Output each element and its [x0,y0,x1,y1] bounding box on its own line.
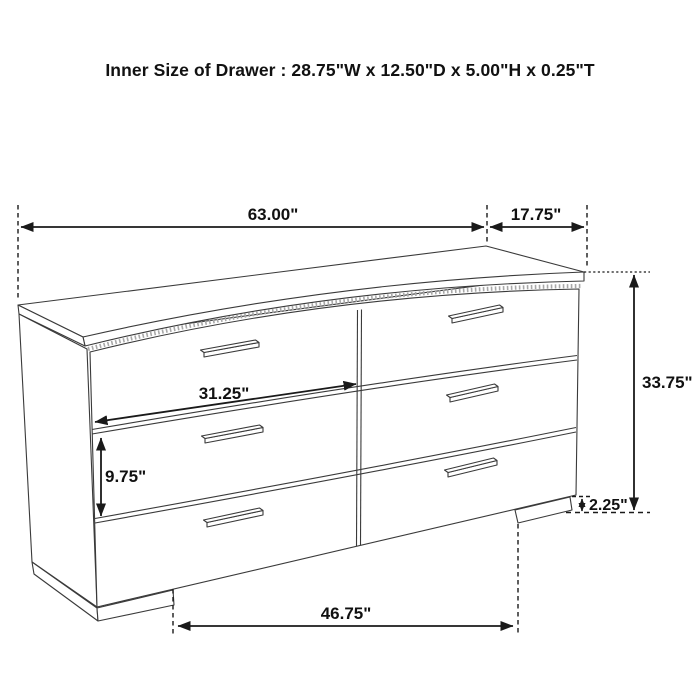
label-drawer-height: 9.75" [105,467,147,486]
label-overall-height: 33.75" [642,373,693,392]
dresser-front-face [90,289,579,607]
page-title: Inner Size of Drawer : 28.75"W x 12.50"D x 5.00"H x 0.25"T [105,60,595,80]
label-drawer-width: 31.25" [198,384,250,403]
label-base-height: 2.25" [589,497,628,514]
dresser-illustration [18,246,584,621]
label-overall-depth: 17.75" [510,205,562,224]
label-overall-width: 63.00" [247,205,299,224]
dresser-left-side-panel [19,314,97,607]
label-base-clearance: 46.75" [320,604,372,623]
